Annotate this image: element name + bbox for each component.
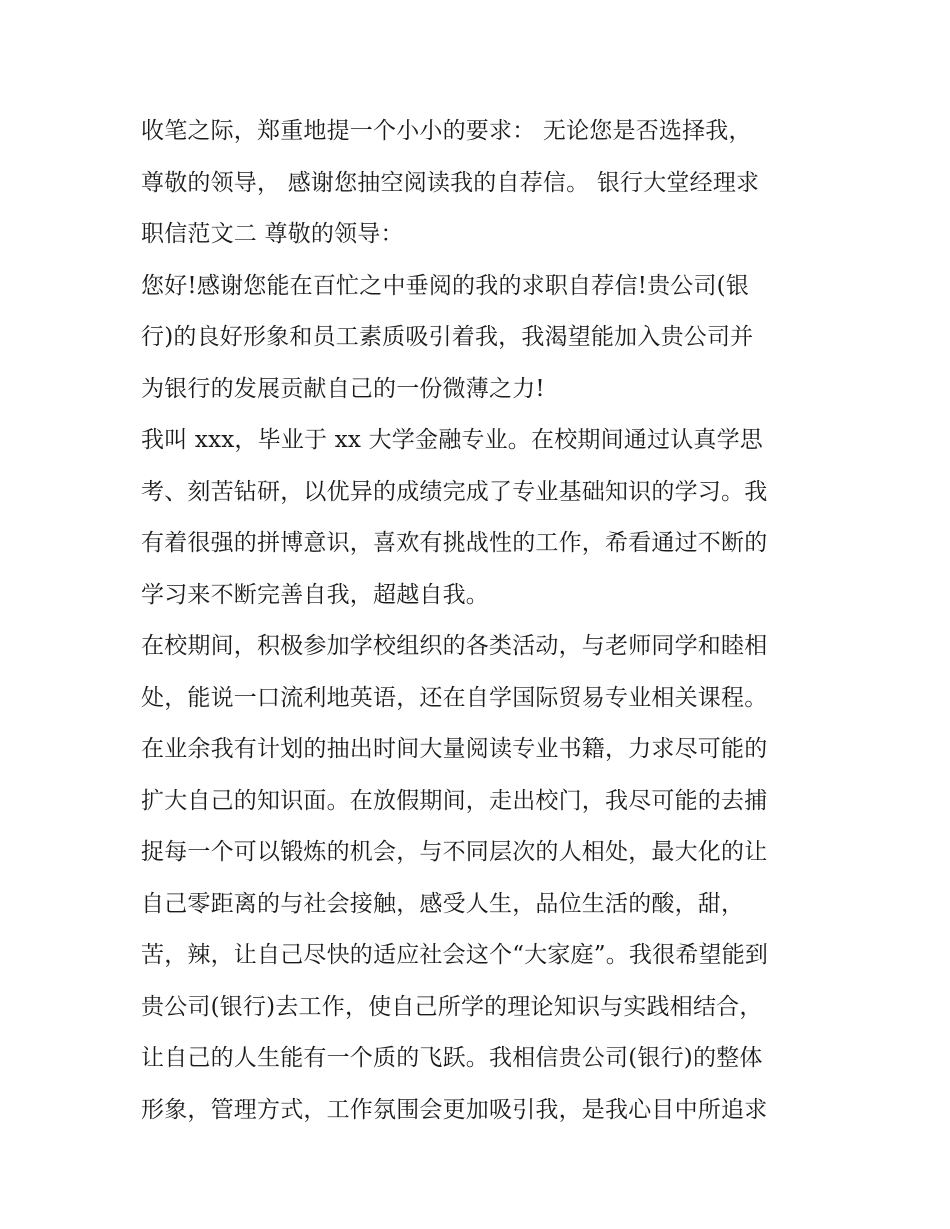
text-line: 扩大自己的知识面。在放假期间，走出校门，我尽可能的去捕 [141,787,768,814]
text-line: 苦，辣，让自己尽快的适应社会这个“大家庭”。我很希望能到 [141,942,769,968]
text-line: 自己零距离的与社会接触，感受人生，品位生活的酸，甜， [141,890,745,917]
text-line: 尊敬的领导， 感谢您抽空阅读我的自荐信。 银行大堂经理求 [141,169,760,196]
text-line: 在校期间，积极参加学校组织的各类活动，与老师同学和睦相 [141,633,768,659]
text-line: 贵公司(银行)去工作，使自己所学的理论知识与实践相结合， [141,993,763,1020]
text-line: 在业余我有计划的抽出时间大量阅读专业书籍，力求尽可能的 [141,736,768,762]
document-body [141,106,821,1136]
text-line: 收笔之际，郑重地提一个小小的要求： 无论您是否选择我， [141,118,752,144]
text-line: 职信范文二 尊敬的领导： [141,221,404,247]
text-line: 有着很强的拼博意识，喜欢有挑战性的工作，希看通过不断的 [141,530,768,556]
text-line: 让自己的人生能有一个质的飞跃。我相信贵公司(银行)的整体 [141,1045,763,1071]
text-line: 形象，管理方式，工作氛围会更加吸引我，是我心目中所追求 [141,1096,768,1123]
text-line: 您好!感谢您能在百忙之中垂阅的我的求职自荐信!贵公司(银 [141,272,750,299]
text-line: 为银行的发展贡献自己的一份微薄之力! [141,375,545,402]
text-line: 我叫 xxx，毕业于 xx 大学金融专业。在校期间通过认真学思 [141,427,763,453]
text-line: 处，能说一口流利地英语，还在自学国际贸易专业相关课程。 [141,684,768,711]
text-line: 行)的良好形象和员工素质吸引着我，我渴望能加入贵公司并 [141,324,754,350]
text-line: 捉每一个可以锻炼的机会，与不同层次的人相处，最大化的让 [141,839,768,865]
text-line: 学习来不断完善自我，超越自我。 [141,581,489,608]
text-line: 考、刻苦钻研，以优异的成绩完成了专业基础知识的学习。我 [141,478,768,505]
